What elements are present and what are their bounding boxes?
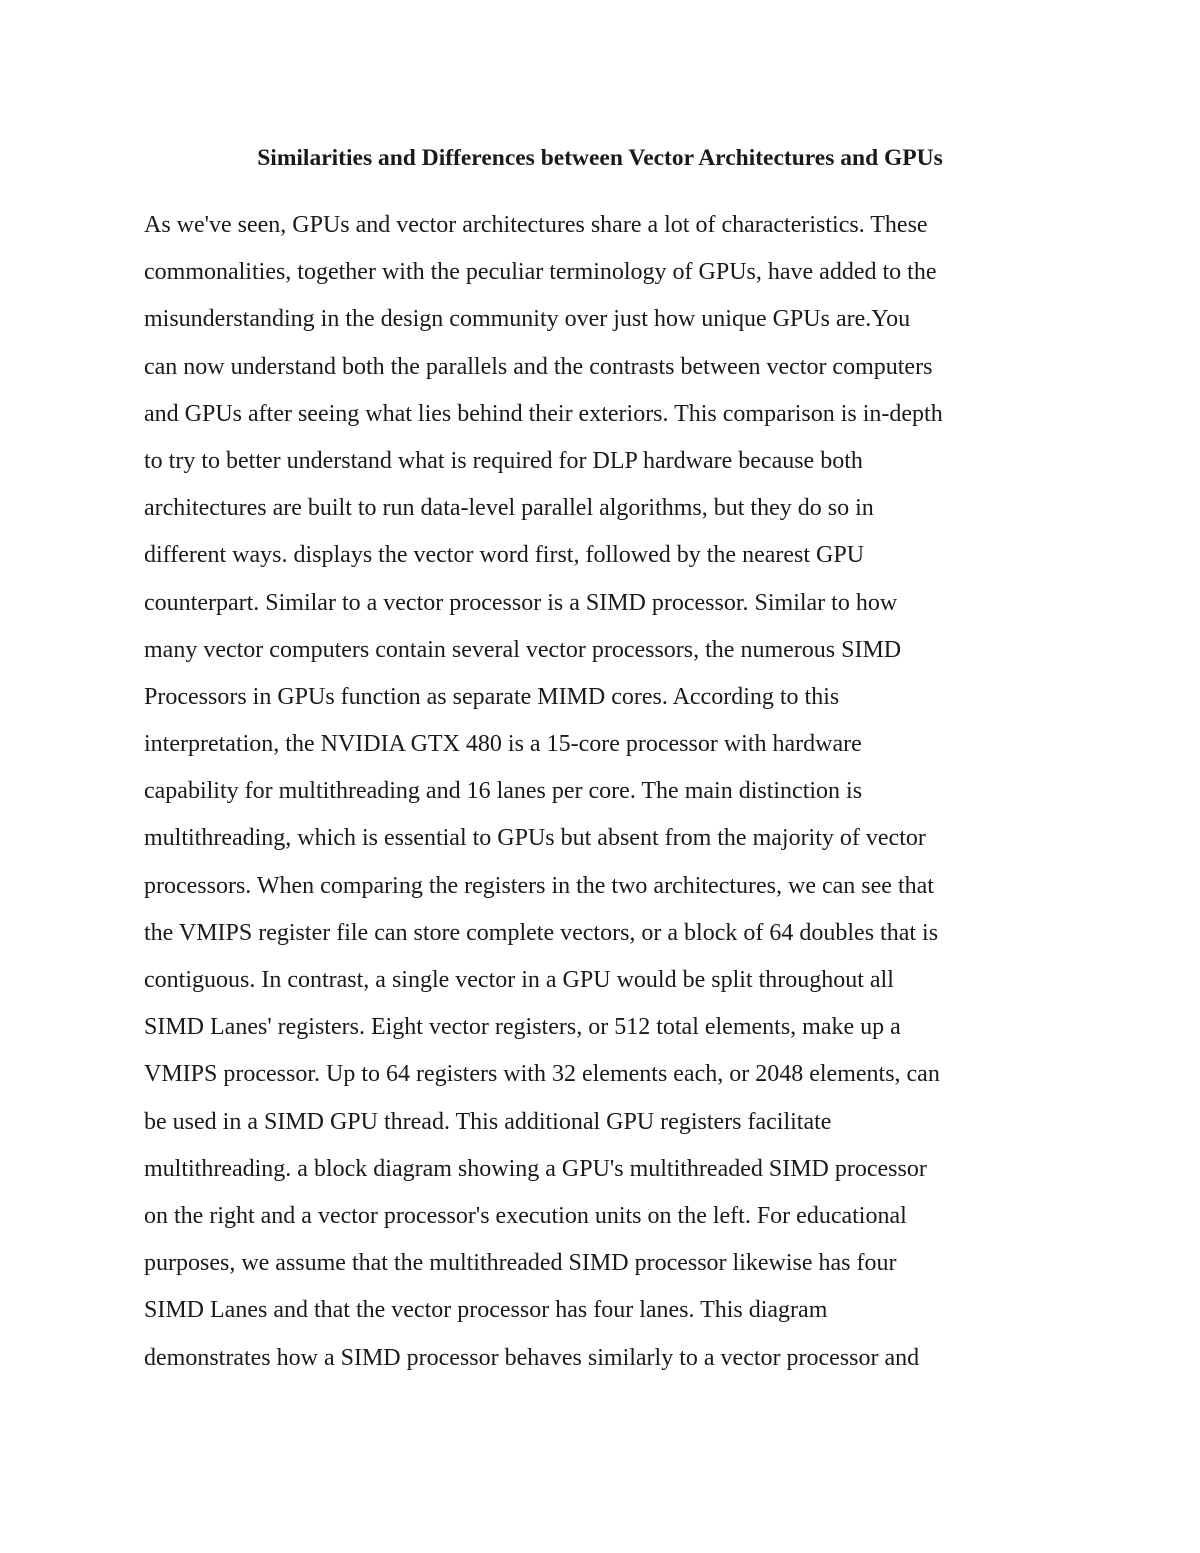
text-line: and GPUs after seeing what lies behind their exteriors. This comparison is in-depth bbox=[144, 400, 943, 427]
text-line: purposes, we assume that the multithreaded SIMD processor likewise has four bbox=[144, 1250, 897, 1277]
text-line: capability for multithreading and 16 lanes per core. The main distinction is bbox=[144, 778, 863, 805]
text-line: SIMD Lanes and that the vector processor has four lanes. This diagram bbox=[144, 1297, 828, 1324]
text-line: contiguous. In contrast, a single vector in a GPU would be split throughout all bbox=[144, 967, 894, 993]
text-line: processors. When comparing the registers in the two architectures, we can see that bbox=[144, 872, 934, 899]
text-line: demonstrates how a SIMD processor behaves similarly to a vector processor and bbox=[144, 1344, 920, 1371]
text-line: Processors in GPUs function as separate MIMD cores. According to this bbox=[144, 683, 840, 710]
document-title: Similarities and Differences between Vector Architectures and GPUs bbox=[257, 145, 943, 171]
text-line: multithreading. a block diagram showing a GPU's multithreaded SIMD processor bbox=[144, 1155, 927, 1182]
text-line: misunderstanding in the design community over just how unique GPUs are.You bbox=[144, 306, 911, 333]
text-line: to try to better understand what is required for DLP hardware because both bbox=[144, 447, 863, 474]
text-line: commonalities, together with the peculiar terminology of GPUs, have added to the bbox=[144, 259, 937, 286]
text-line: multithreading, which is essential to GPUs but absent from the majority of vector bbox=[144, 825, 926, 852]
text-line: counterpart. Similar to a vector processor is a SIMD processor. Similar to how bbox=[144, 589, 898, 616]
text-line: on the right and a vector processor's execution units on the left. For educational bbox=[144, 1202, 907, 1229]
text-line: different ways. displays the vector word first, followed by the nearest GPU bbox=[144, 542, 865, 569]
text-line: SIMD Lanes' registers. Eight vector registers, or 512 total elements, make up a bbox=[144, 1014, 901, 1041]
text-line: be used in a SIMD GPU thread. This additional GPU registers facilitate bbox=[144, 1108, 832, 1135]
text-line: the VMIPS register file can store complete vectors, or a block of 64 doubles that is bbox=[144, 919, 939, 946]
text-line: As we've seen, GPUs and vector architectures share a lot of characteristics. These bbox=[144, 212, 928, 238]
text-line: can now understand both the parallels and the contrasts between vector computers bbox=[144, 353, 933, 380]
text-line: VMIPS processor. Up to 64 registers with 32 elements each, or 2048 elements, can bbox=[144, 1061, 940, 1088]
text-line: many vector computers contain several vector processors, the numerous SIMD bbox=[144, 636, 902, 663]
text-line: architectures are built to run data-level parallel algorithms, but they do so in bbox=[144, 495, 874, 522]
body-text bbox=[144, 202, 1074, 1382]
text-line: interpretation, the NVIDIA GTX 480 is a 15-core processor with hardware bbox=[144, 731, 862, 758]
